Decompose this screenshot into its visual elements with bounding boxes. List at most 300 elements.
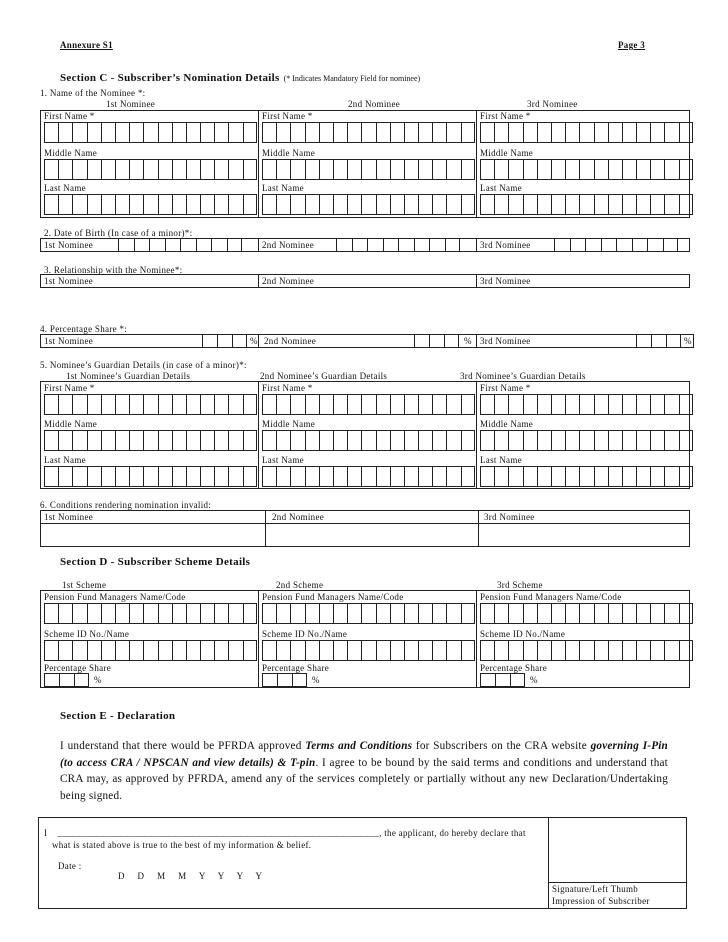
- char-box[interactable]: [276, 603, 290, 624]
- char-box[interactable]: [72, 430, 86, 451]
- char-box[interactable]: [446, 603, 460, 624]
- char-box[interactable]: [172, 430, 186, 451]
- char-box[interactable]: [101, 394, 115, 415]
- char-box[interactable]: [262, 430, 276, 451]
- char-box[interactable]: [418, 603, 432, 624]
- char-box[interactable]: [228, 194, 242, 215]
- char-box[interactable]: [523, 640, 537, 661]
- char-box[interactable]: [418, 640, 432, 661]
- char-box[interactable]: [72, 603, 86, 624]
- char-box[interactable]: [480, 122, 494, 143]
- char-box[interactable]: [608, 394, 622, 415]
- char-box[interactable]: [214, 394, 228, 415]
- char-box[interactable]: [347, 603, 361, 624]
- char-box[interactable]: [404, 603, 418, 624]
- char-box[interactable]: [636, 603, 650, 624]
- char-box[interactable]: [134, 238, 150, 252]
- char-box[interactable]: [228, 394, 242, 415]
- char-box[interactable]: [622, 394, 636, 415]
- char-box[interactable]: [243, 603, 257, 624]
- char-box-group[interactable]: [262, 430, 475, 451]
- char-box[interactable]: [376, 466, 390, 487]
- char-box[interactable]: [172, 603, 186, 624]
- char-box[interactable]: [551, 394, 565, 415]
- char-box[interactable]: [149, 238, 165, 252]
- char-box[interactable]: [333, 194, 347, 215]
- char-box[interactable]: [508, 159, 522, 180]
- char-box-group[interactable]: [44, 159, 257, 180]
- char-box[interactable]: [243, 430, 257, 451]
- char-box[interactable]: [101, 640, 115, 661]
- char-box[interactable]: [200, 394, 214, 415]
- char-box[interactable]: [172, 394, 186, 415]
- char-box[interactable]: [290, 640, 304, 661]
- char-box[interactable]: [565, 194, 579, 215]
- char-box[interactable]: [679, 466, 693, 487]
- char-box[interactable]: [461, 430, 475, 451]
- char-box[interactable]: [376, 194, 390, 215]
- char-box[interactable]: [461, 466, 475, 487]
- char-box[interactable]: [432, 159, 446, 180]
- char-box[interactable]: [333, 430, 347, 451]
- char-box[interactable]: [461, 122, 475, 143]
- char-box[interactable]: [361, 430, 375, 451]
- char-box[interactable]: [664, 640, 678, 661]
- char-box[interactable]: [494, 394, 508, 415]
- char-box[interactable]: [579, 194, 593, 215]
- char-box[interactable]: [523, 122, 537, 143]
- char-box[interactable]: [444, 334, 459, 348]
- char-box[interactable]: [480, 640, 494, 661]
- char-box[interactable]: [361, 394, 375, 415]
- char-box[interactable]: [87, 430, 101, 451]
- char-box[interactable]: [579, 466, 593, 487]
- char-box[interactable]: [262, 122, 276, 143]
- char-box[interactable]: [58, 640, 72, 661]
- char-box[interactable]: [404, 430, 418, 451]
- char-box[interactable]: [390, 122, 404, 143]
- char-box[interactable]: [58, 159, 72, 180]
- char-box[interactable]: [118, 238, 134, 252]
- char-box[interactable]: [44, 194, 58, 215]
- char-box[interactable]: [158, 603, 172, 624]
- char-box[interactable]: [679, 394, 693, 415]
- char-box[interactable]: [570, 238, 586, 252]
- char-box[interactable]: [58, 603, 72, 624]
- char-box[interactable]: [158, 159, 172, 180]
- char-box[interactable]: [579, 394, 593, 415]
- char-box[interactable]: [305, 159, 319, 180]
- char-box[interactable]: [679, 640, 693, 661]
- char-box[interactable]: [72, 194, 86, 215]
- char-box[interactable]: [565, 122, 579, 143]
- char-box[interactable]: [72, 466, 86, 487]
- char-box[interactable]: [44, 159, 58, 180]
- char-box[interactable]: [158, 640, 172, 661]
- char-box[interactable]: [276, 159, 290, 180]
- char-box[interactable]: [404, 159, 418, 180]
- invalid-conditions-table[interactable]: [40, 510, 690, 547]
- char-box[interactable]: [616, 238, 632, 252]
- char-box[interactable]: [319, 430, 333, 451]
- char-box[interactable]: [361, 122, 375, 143]
- char-box[interactable]: [58, 122, 72, 143]
- char-box[interactable]: [129, 394, 143, 415]
- char-box[interactable]: [214, 122, 228, 143]
- char-box[interactable]: [461, 394, 475, 415]
- char-box[interactable]: [186, 640, 200, 661]
- char-box[interactable]: [418, 430, 432, 451]
- char-box[interactable]: [551, 430, 565, 451]
- char-box[interactable]: [494, 194, 508, 215]
- char-box[interactable]: [636, 466, 650, 487]
- char-box[interactable]: [72, 394, 86, 415]
- char-box[interactable]: [361, 603, 375, 624]
- char-box[interactable]: [551, 466, 565, 487]
- char-box-group[interactable]: [262, 603, 475, 624]
- char-box[interactable]: [129, 640, 143, 661]
- char-box[interactable]: [551, 122, 565, 143]
- char-box[interactable]: [214, 430, 228, 451]
- pct-nominee3-grid[interactable]: [636, 334, 681, 348]
- char-box[interactable]: [305, 640, 319, 661]
- char-box[interactable]: [622, 603, 636, 624]
- applicant-name-blank[interactable]: ___________________________________________________________________: [57, 828, 380, 838]
- char-box[interactable]: [537, 603, 551, 624]
- char-box[interactable]: [480, 603, 494, 624]
- char-box[interactable]: [158, 122, 172, 143]
- char-box[interactable]: [172, 640, 186, 661]
- char-box[interactable]: [390, 194, 404, 215]
- char-box[interactable]: [537, 122, 551, 143]
- char-box[interactable]: [480, 159, 494, 180]
- char-box[interactable]: [319, 159, 333, 180]
- char-box[interactable]: [243, 466, 257, 487]
- char-box[interactable]: [276, 430, 290, 451]
- scheme2-share-grid[interactable]: [262, 673, 307, 687]
- char-box[interactable]: [537, 194, 551, 215]
- char-box[interactable]: [319, 394, 333, 415]
- char-box[interactable]: [480, 430, 494, 451]
- char-box[interactable]: [290, 466, 304, 487]
- char-box[interactable]: [508, 122, 522, 143]
- char-box[interactable]: [115, 430, 129, 451]
- char-box[interactable]: [594, 122, 608, 143]
- char-box[interactable]: [333, 159, 347, 180]
- char-box[interactable]: [664, 394, 678, 415]
- char-box[interactable]: [276, 394, 290, 415]
- char-box[interactable]: [347, 122, 361, 143]
- char-box[interactable]: [376, 430, 390, 451]
- char-box[interactable]: [319, 466, 333, 487]
- char-box[interactable]: [432, 430, 446, 451]
- char-box[interactable]: [651, 334, 666, 348]
- pct-nominee1-grid[interactable]: [202, 334, 247, 348]
- char-box[interactable]: [608, 603, 622, 624]
- char-box[interactable]: [664, 466, 678, 487]
- char-box[interactable]: [143, 394, 157, 415]
- char-box[interactable]: [186, 603, 200, 624]
- char-box[interactable]: [565, 394, 579, 415]
- char-box[interactable]: [180, 238, 196, 252]
- char-box[interactable]: [352, 238, 368, 252]
- char-box[interactable]: [129, 430, 143, 451]
- char-box[interactable]: [101, 159, 115, 180]
- char-box[interactable]: [594, 466, 608, 487]
- char-box[interactable]: [495, 673, 510, 687]
- char-box[interactable]: [101, 430, 115, 451]
- char-box[interactable]: [445, 238, 461, 252]
- char-box[interactable]: [376, 122, 390, 143]
- char-box-group[interactable]: [262, 159, 475, 180]
- char-box[interactable]: [508, 430, 522, 451]
- char-box[interactable]: [214, 194, 228, 215]
- char-box-group[interactable]: [262, 466, 475, 487]
- char-box[interactable]: [214, 603, 228, 624]
- char-box[interactable]: [446, 394, 460, 415]
- char-box[interactable]: [636, 430, 650, 451]
- char-box[interactable]: [404, 394, 418, 415]
- char-box[interactable]: [129, 159, 143, 180]
- char-box[interactable]: [44, 394, 58, 415]
- char-box-group[interactable]: [262, 394, 475, 415]
- char-box[interactable]: [129, 603, 143, 624]
- char-box[interactable]: [115, 122, 129, 143]
- char-box[interactable]: [579, 640, 593, 661]
- char-box[interactable]: [172, 194, 186, 215]
- char-box[interactable]: [594, 159, 608, 180]
- char-box[interactable]: [262, 466, 276, 487]
- char-box[interactable]: [664, 430, 678, 451]
- char-box[interactable]: [262, 394, 276, 415]
- pct-nominee2-grid[interactable]: [414, 334, 459, 348]
- dob-nominee2-grid[interactable]: [336, 238, 460, 252]
- char-box-group[interactable]: [480, 159, 693, 180]
- char-box[interactable]: [172, 122, 186, 143]
- char-box[interactable]: [143, 603, 157, 624]
- char-box[interactable]: [650, 122, 664, 143]
- char-box[interactable]: [418, 159, 432, 180]
- char-box[interactable]: [58, 430, 72, 451]
- char-box[interactable]: [390, 159, 404, 180]
- char-box[interactable]: [336, 238, 352, 252]
- char-box[interactable]: [650, 194, 664, 215]
- char-box[interactable]: [361, 466, 375, 487]
- char-box[interactable]: [622, 194, 636, 215]
- char-box[interactable]: [679, 194, 693, 215]
- char-box-group[interactable]: [44, 603, 257, 624]
- char-box[interactable]: [367, 238, 383, 252]
- char-box[interactable]: [650, 430, 664, 451]
- char-box[interactable]: [143, 122, 157, 143]
- char-box[interactable]: [537, 159, 551, 180]
- char-box[interactable]: [290, 159, 304, 180]
- char-box[interactable]: [58, 194, 72, 215]
- char-box[interactable]: [58, 394, 72, 415]
- char-box[interactable]: [650, 159, 664, 180]
- char-box[interactable]: [432, 394, 446, 415]
- char-box[interactable]: [143, 194, 157, 215]
- char-box[interactable]: [44, 603, 58, 624]
- char-box[interactable]: [608, 430, 622, 451]
- char-box[interactable]: [446, 159, 460, 180]
- char-box[interactable]: [636, 122, 650, 143]
- char-box[interactable]: [347, 394, 361, 415]
- char-box[interactable]: [361, 194, 375, 215]
- char-box[interactable]: [292, 673, 307, 687]
- char-box[interactable]: [480, 466, 494, 487]
- char-box[interactable]: [262, 640, 276, 661]
- char-box[interactable]: [565, 603, 579, 624]
- char-box-group[interactable]: [480, 430, 693, 451]
- char-box[interactable]: [87, 603, 101, 624]
- char-box[interactable]: [227, 238, 243, 252]
- char-box[interactable]: [608, 159, 622, 180]
- char-box[interactable]: [243, 394, 257, 415]
- char-box[interactable]: [383, 238, 399, 252]
- char-box[interactable]: [129, 466, 143, 487]
- char-box[interactable]: [276, 122, 290, 143]
- char-box[interactable]: [158, 394, 172, 415]
- char-box[interactable]: [446, 194, 460, 215]
- char-box[interactable]: [319, 603, 333, 624]
- char-box[interactable]: [537, 466, 551, 487]
- char-box[interactable]: [158, 194, 172, 215]
- char-box[interactable]: [390, 394, 404, 415]
- char-box[interactable]: [622, 466, 636, 487]
- char-box[interactable]: [143, 430, 157, 451]
- char-box-group[interactable]: [44, 466, 257, 487]
- char-box[interactable]: [101, 603, 115, 624]
- char-box[interactable]: [664, 122, 678, 143]
- char-box[interactable]: [551, 159, 565, 180]
- char-box[interactable]: [228, 122, 242, 143]
- char-box[interactable]: [632, 238, 648, 252]
- char-box[interactable]: [276, 466, 290, 487]
- char-box[interactable]: [390, 466, 404, 487]
- char-box[interactable]: [87, 159, 101, 180]
- char-box[interactable]: [376, 394, 390, 415]
- char-box[interactable]: [650, 640, 664, 661]
- char-box[interactable]: [243, 194, 257, 215]
- char-box[interactable]: [432, 603, 446, 624]
- char-box[interactable]: [290, 194, 304, 215]
- char-box[interactable]: [523, 159, 537, 180]
- char-box-group[interactable]: [480, 394, 693, 415]
- char-box[interactable]: [376, 603, 390, 624]
- char-box[interactable]: [305, 466, 319, 487]
- char-box[interactable]: [664, 603, 678, 624]
- char-box[interactable]: [565, 466, 579, 487]
- char-box[interactable]: [72, 122, 86, 143]
- char-box[interactable]: [87, 640, 101, 661]
- char-box[interactable]: [508, 466, 522, 487]
- char-box[interactable]: [390, 430, 404, 451]
- char-box[interactable]: [414, 334, 429, 348]
- char-box[interactable]: [551, 603, 565, 624]
- char-box[interactable]: [172, 466, 186, 487]
- char-box[interactable]: [228, 159, 242, 180]
- char-box[interactable]: [196, 238, 212, 252]
- char-box[interactable]: [217, 334, 232, 348]
- char-box[interactable]: [594, 430, 608, 451]
- char-box[interactable]: [115, 394, 129, 415]
- char-box[interactable]: [664, 194, 678, 215]
- char-box[interactable]: [319, 640, 333, 661]
- char-box[interactable]: [72, 640, 86, 661]
- char-box[interactable]: [679, 159, 693, 180]
- char-box[interactable]: [461, 640, 475, 661]
- char-box-group[interactable]: [44, 394, 257, 415]
- char-box[interactable]: [622, 122, 636, 143]
- char-box[interactable]: [186, 466, 200, 487]
- char-box[interactable]: [101, 466, 115, 487]
- char-box[interactable]: [376, 159, 390, 180]
- char-box[interactable]: [523, 394, 537, 415]
- char-box[interactable]: [404, 194, 418, 215]
- char-box[interactable]: [243, 159, 257, 180]
- char-box[interactable]: [398, 238, 414, 252]
- char-box-group[interactable]: [44, 430, 257, 451]
- char-box[interactable]: [565, 430, 579, 451]
- char-box[interactable]: [432, 122, 446, 143]
- char-box[interactable]: [636, 394, 650, 415]
- char-box[interactable]: [679, 122, 693, 143]
- char-box[interactable]: [608, 122, 622, 143]
- char-box[interactable]: [74, 673, 89, 687]
- char-box[interactable]: [101, 122, 115, 143]
- char-box[interactable]: [594, 603, 608, 624]
- char-box[interactable]: [446, 122, 460, 143]
- char-box[interactable]: [165, 238, 181, 252]
- char-box[interactable]: [243, 122, 257, 143]
- char-box[interactable]: [115, 194, 129, 215]
- char-box[interactable]: [58, 466, 72, 487]
- char-box[interactable]: [446, 430, 460, 451]
- char-box[interactable]: [347, 640, 361, 661]
- char-box[interactable]: [480, 673, 495, 687]
- char-box[interactable]: [647, 238, 663, 252]
- char-box[interactable]: [211, 238, 227, 252]
- char-box[interactable]: [418, 122, 432, 143]
- relationship-row[interactable]: [40, 274, 690, 288]
- char-box[interactable]: [551, 194, 565, 215]
- char-box[interactable]: [232, 334, 247, 348]
- char-box[interactable]: [143, 640, 157, 661]
- char-box[interactable]: [404, 122, 418, 143]
- char-box[interactable]: [636, 640, 650, 661]
- char-box[interactable]: [87, 466, 101, 487]
- char-box[interactable]: [200, 122, 214, 143]
- char-box-group[interactable]: [480, 603, 693, 624]
- char-box[interactable]: [290, 603, 304, 624]
- char-box[interactable]: [143, 466, 157, 487]
- char-box[interactable]: [390, 640, 404, 661]
- char-box[interactable]: [262, 194, 276, 215]
- char-box[interactable]: [679, 430, 693, 451]
- char-box[interactable]: [347, 194, 361, 215]
- char-box[interactable]: [305, 603, 319, 624]
- char-box[interactable]: [44, 640, 58, 661]
- char-box[interactable]: [523, 466, 537, 487]
- char-box[interactable]: [565, 640, 579, 661]
- char-box[interactable]: [186, 194, 200, 215]
- char-box[interactable]: [115, 466, 129, 487]
- char-box[interactable]: [214, 466, 228, 487]
- char-box[interactable]: [305, 194, 319, 215]
- char-box[interactable]: [636, 194, 650, 215]
- char-box[interactable]: [276, 194, 290, 215]
